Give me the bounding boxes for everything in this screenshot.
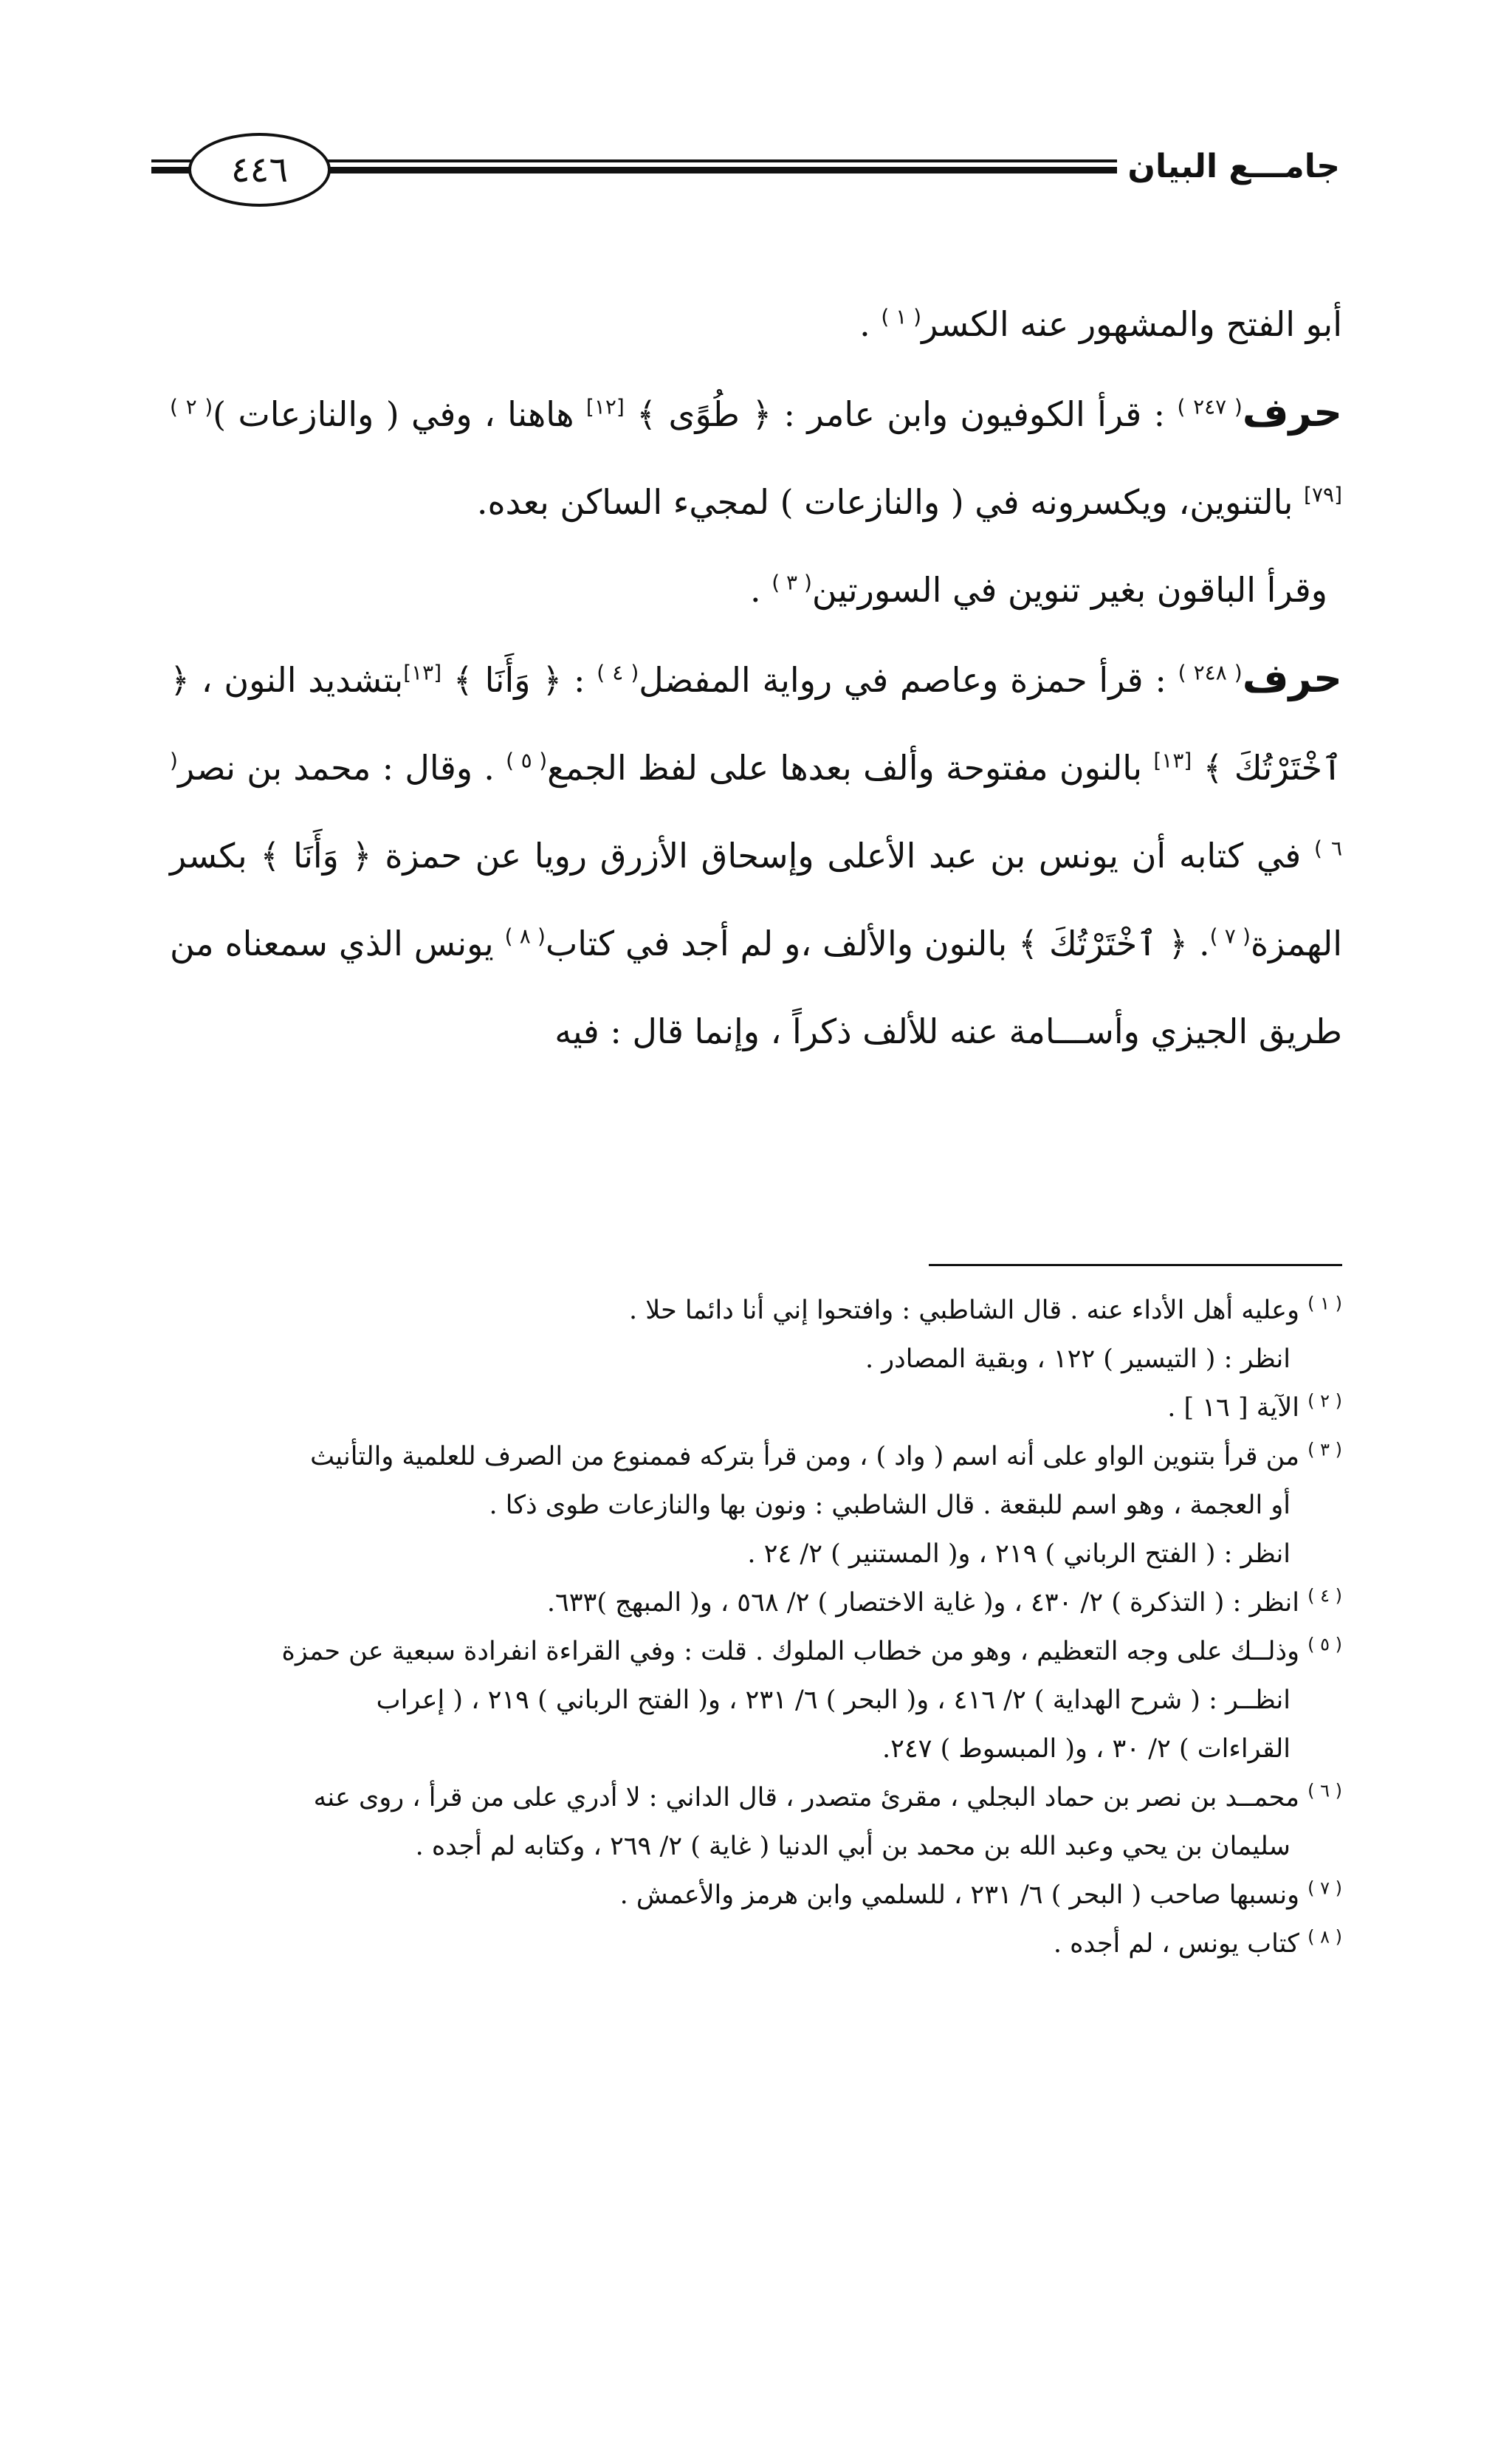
footnote-ref: ( ١ )	[881, 304, 922, 329]
footnote-text: وذلــك على وجه التعظيم ، وهو من خطاب الملوك . قلت : وفي القراءة انفرادة سبعية عن حمزة	[281, 1637, 1299, 1666]
paragraph-1	[170, 281, 1342, 368]
p2-text-b: هاهنا ، وفي ( والنازعات )	[213, 394, 586, 434]
footnote-text: انظر : ( التذكرة ) ٢/ ٤٣٠ ، و( غاية الاختصار ) ٢/ ٥٦٨ ، و( المبهج )٦٣٣.	[546, 1588, 1299, 1618]
footnote-mark: ( ٦ )	[1307, 1780, 1342, 1801]
verse-number: [١٣]	[1153, 748, 1192, 773]
footnote-text: وعليه أهل الأداء عنه . قال الشاطبي : وافتحوا إني أنا دائما حلا .	[629, 1296, 1299, 1325]
quran-word: ﴿ وَأَنَا ﴾	[453, 660, 563, 700]
footnote-text: كتاب يونس ، لم أجده .	[1053, 1929, 1299, 1959]
p4-text-a: : قرأ حمزة وعاصم في رواية المفضل	[639, 660, 1178, 700]
footnote-4	[166, 1578, 1342, 1627]
footnote-text: الآية [ ١٦ ] .	[1167, 1393, 1299, 1423]
footnote-1-cont	[166, 1335, 1342, 1384]
footnote-5	[166, 1627, 1342, 1676]
p4-text-b: :	[562, 660, 597, 700]
p4-text-c: بتشديد النون ،	[189, 660, 404, 700]
quran-word: ﴿ ٱخْتَرْتُكَ ﴾	[1018, 924, 1189, 963]
p4-text-j: يونس الذي سمعناه من طريق الجيزي وأســـامة عنه للألف ذكراً ، وإنما قال : فيه	[170, 924, 1342, 1051]
footnote-ref: ( ٨ )	[504, 924, 546, 949]
footnote-8	[166, 1920, 1342, 1968]
verse-number: [١٢]	[585, 394, 625, 419]
paragraph-3	[170, 546, 1342, 634]
entry-number: ( ٢٤٧ )	[1177, 394, 1243, 419]
footnote-text: من قرأ بتنوين الواو على أنه اسم ( واد ) ، ومن قرأ بتركه فممنوع من الصرف للعلمية والتأنيث	[310, 1442, 1299, 1471]
quran-word: ﴿ ٱخْتَرْتُكَ ﴾	[170, 660, 1342, 788]
footnote-text: أو العجمة ، وهو اسم للبقعة . قال الشاطبي : ونون بها والنازعات طوى ذكا .	[489, 1491, 1291, 1520]
footnotes	[166, 1286, 1342, 1968]
entry-keyword: حرف	[1242, 655, 1342, 701]
p1-text: أبو الفتح والمشهور عنه الكسر	[921, 304, 1342, 344]
footnote-2	[166, 1384, 1342, 1432]
footnote-ref: ( ٧ )	[1209, 924, 1251, 949]
footnote-separator	[929, 1264, 1342, 1266]
footnote-6	[166, 1773, 1342, 1822]
footnote-mark: ( ٣ )	[1307, 1439, 1342, 1460]
footnote-ref: ( ٣ )	[772, 570, 812, 595]
page-number-text: ٤٤٦	[230, 149, 289, 190]
p4-text-i: بالنون والألف ،و لم أجد في كتاب	[545, 924, 1019, 963]
footnote-3-cont	[166, 1530, 1342, 1578]
p2-text-a: : قرأ الكوفيون وابن عامر :	[772, 394, 1178, 434]
footnote-text: انظر : ( الفتح الرباني ) ٢١٩ ، و( المستنير ) ٢/ ٢٤ .	[747, 1539, 1291, 1569]
footnote-1	[166, 1286, 1342, 1335]
verse-number: [٧٩]	[1304, 482, 1342, 507]
p2-text-c: بالتنوين، ويكسرونه في ( والنازعات ) لمجيء الساكن بعده.	[476, 482, 1305, 522]
p4-text-g: بكسر الهمزة	[170, 836, 1343, 963]
entry-keyword: حرف	[1242, 389, 1342, 436]
footnote-text: محمــد بن نصر بن حماد البجلي ، مقرئ متصدر ، قال الداني : لا أدري على من قرأ ، روى عنه	[313, 1783, 1299, 1812]
footnote-text: انظر : ( التيسير ) ١٢٢ ، وبقية المصادر .	[865, 1344, 1291, 1374]
footnote-3-cont	[166, 1481, 1342, 1530]
footnote-text: ونسبها صاحب ( البحر ) ٦/ ٢٣١ ، للسلمي وابن هرمز والأعمش .	[619, 1880, 1299, 1910]
footnote-5-cont	[166, 1676, 1342, 1725]
footnote-text: القراءات ) ٢/ ٣٠ ، و( المبسوط ) ٢٤٧.	[882, 1734, 1291, 1764]
footnote-ref: ( ٢ )	[170, 394, 213, 419]
paragraph-2	[170, 368, 1342, 546]
footnote-3	[166, 1432, 1342, 1481]
p4-text-e: . وقال : محمد بن نصر	[177, 748, 506, 788]
footnote-6-cont	[166, 1822, 1342, 1871]
footnote-mark: ( ٨ )	[1307, 1926, 1342, 1948]
footnote-mark: ( ٢ )	[1307, 1390, 1342, 1412]
footnote-mark: ( ٤ )	[1307, 1585, 1342, 1606]
p4-text-f: في كتابه أن يونس بن عبد الأعلى وإسحاق الأزرق رويا عن حمزة	[371, 836, 1314, 876]
entry-number: ( ٢٤٨ )	[1178, 660, 1243, 685]
quran-word: ﴿ طُوًى ﴾	[636, 394, 772, 434]
footnote-7	[166, 1871, 1342, 1920]
footnote-mark: ( ٥ )	[1307, 1634, 1342, 1655]
book-title: جامـــع البيان	[1117, 148, 1340, 185]
p1-end: .	[859, 304, 882, 344]
footnote-text: انظــر : ( شرح الهداية ) ٢/ ٤١٦ ، و( البحر ) ٦/ ٢٣١ ، و( الفتح الرباني ) ٢١٩ ، ( إعراب	[376, 1685, 1291, 1715]
page-number	[188, 133, 331, 207]
footnote-mark: ( ٧ )	[1307, 1877, 1342, 1899]
p3-end: .	[749, 570, 772, 610]
footnote-5-cont	[166, 1725, 1342, 1773]
footnote-ref: ( ٤ )	[597, 660, 639, 685]
main-text	[170, 281, 1342, 1076]
footnote-text: سليمان بن يحي وعبد الله بن محمد بن أبي الدنيا ( غاية ) ٢/ ٢٦٩ ، وكتابه لم أجده .	[415, 1832, 1291, 1861]
paragraph-4	[170, 634, 1342, 1076]
p4-text-d: بالنون مفتوحة وألف بعدها على لفظ الجمع	[547, 748, 1154, 788]
verse-number: [١٣]	[403, 660, 442, 685]
footnote-ref: ( ٦ )	[170, 748, 1342, 861]
quran-word: ﴿ وَأَنَا ﴾	[260, 836, 372, 876]
p4-text-h: .	[1188, 924, 1210, 963]
footnote-ref: ( ٥ )	[506, 748, 548, 773]
p3-text: وقرأ الباقون بغير تنوين في السورتين	[811, 570, 1327, 610]
footnote-mark: ( ١ )	[1307, 1293, 1342, 1314]
